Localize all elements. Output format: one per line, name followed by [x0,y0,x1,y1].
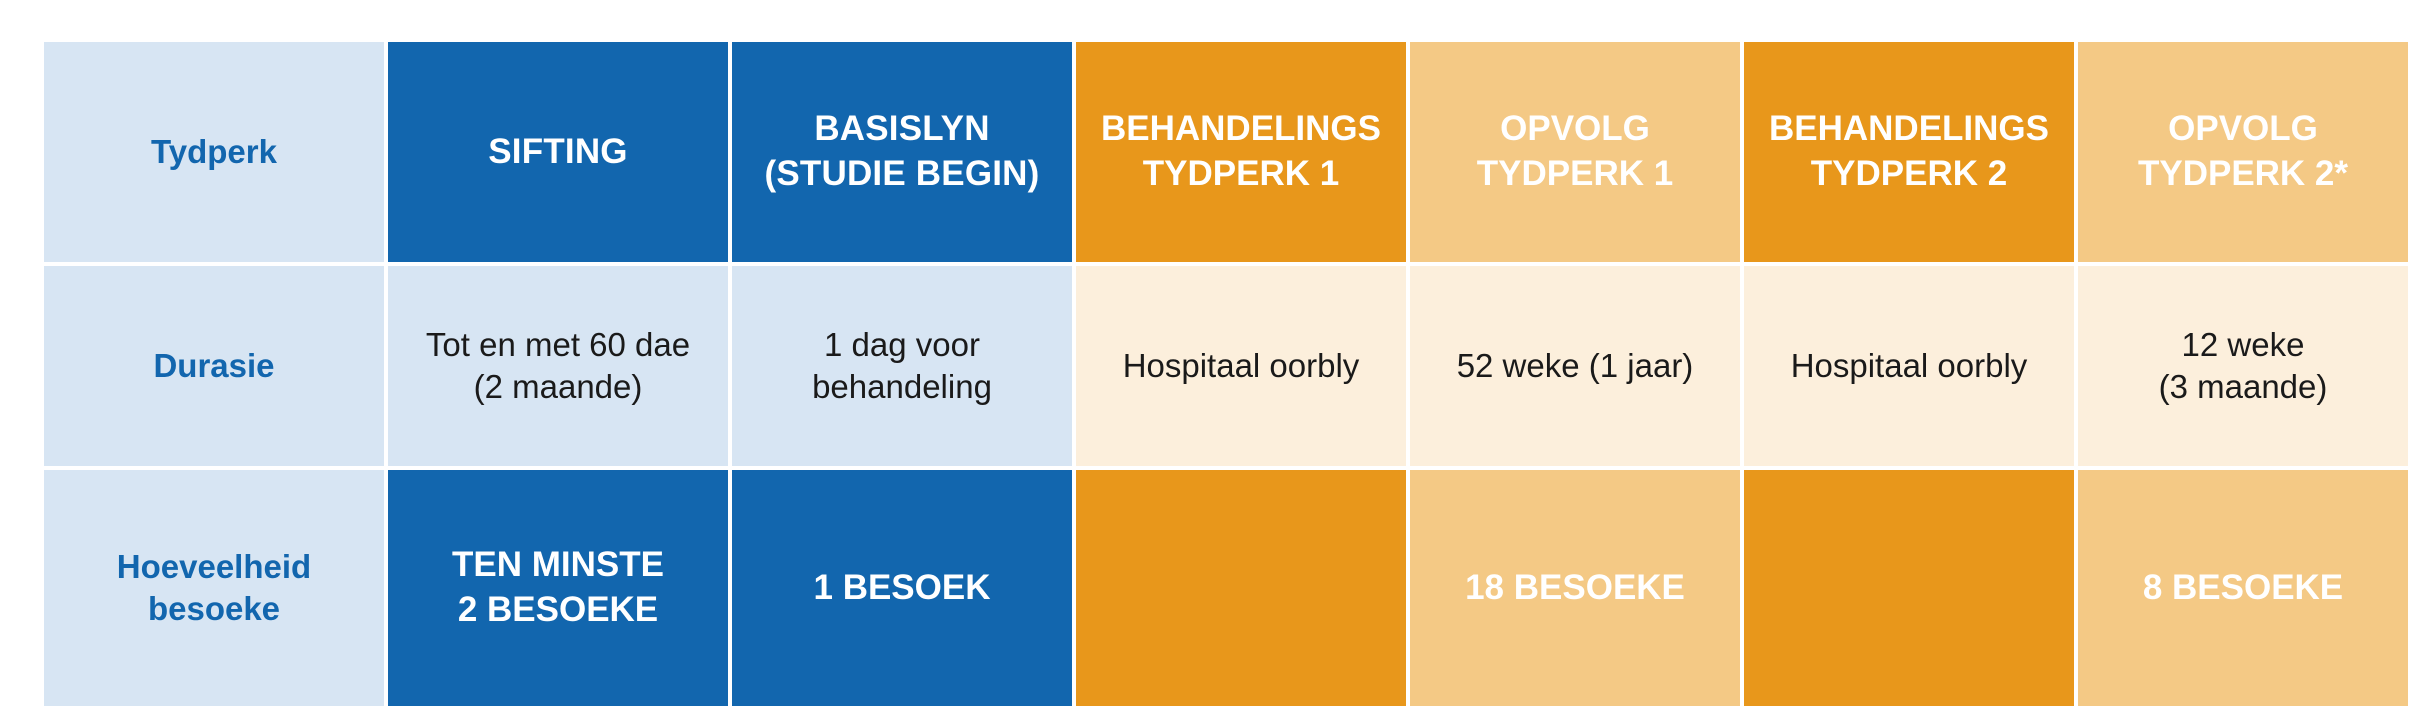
study-period-table [40,38,2412,710]
table-row-visits [44,470,2408,706]
duration-behandelings-tydperk-1: Hospitaal oorbly [1076,266,1406,466]
visits-basislyn: 1 BESOEK [732,470,1072,706]
table-row-duration [44,266,2408,466]
duration-basislyn: 1 dag voor behandeling [732,266,1072,466]
header-basislyn: BASISLYN (STUDIE BEGIN) [732,42,1072,262]
table-row-period [44,42,2408,262]
duration-opvolg-tydperk-1: 52 weke (1 jaar) [1410,266,1740,466]
duration-behandelings-tydperk-2: Hospitaal oorbly [1744,266,2074,466]
header-opvolg-tydperk-2: OPVOLG TYDPERK 2* [2078,42,2408,262]
row-label-tydperk: Tydperk [44,42,384,262]
header-behandelings-tydperk-1: BEHANDELINGS TYDPERK 1 [1076,42,1406,262]
visits-opvolg-tydperk-1: 18 BESOEKE [1410,470,1740,706]
visits-behandelings-tydperk-1 [1076,470,1406,706]
visits-behandelings-tydperk-2 [1744,470,2074,706]
visits-opvolg-tydperk-2: 8 BESOEKE [2078,470,2408,706]
header-behandelings-tydperk-2: BEHANDELINGS TYDPERK 2 [1744,42,2074,262]
visits-sifting: TEN MINSTE 2 BESOEKE [388,470,728,706]
duration-sifting: Tot en met 60 dae (2 maande) [388,266,728,466]
duration-opvolg-tydperk-2: 12 weke (3 maande) [2078,266,2408,466]
header-opvolg-tydperk-1: OPVOLG TYDPERK 1 [1410,42,1740,262]
header-sifting: SIFTING [388,42,728,262]
row-label-durasie: Durasie [44,266,384,466]
row-label-hoeveelheid-besoeke: Hoeveelheid besoeke [44,470,384,706]
